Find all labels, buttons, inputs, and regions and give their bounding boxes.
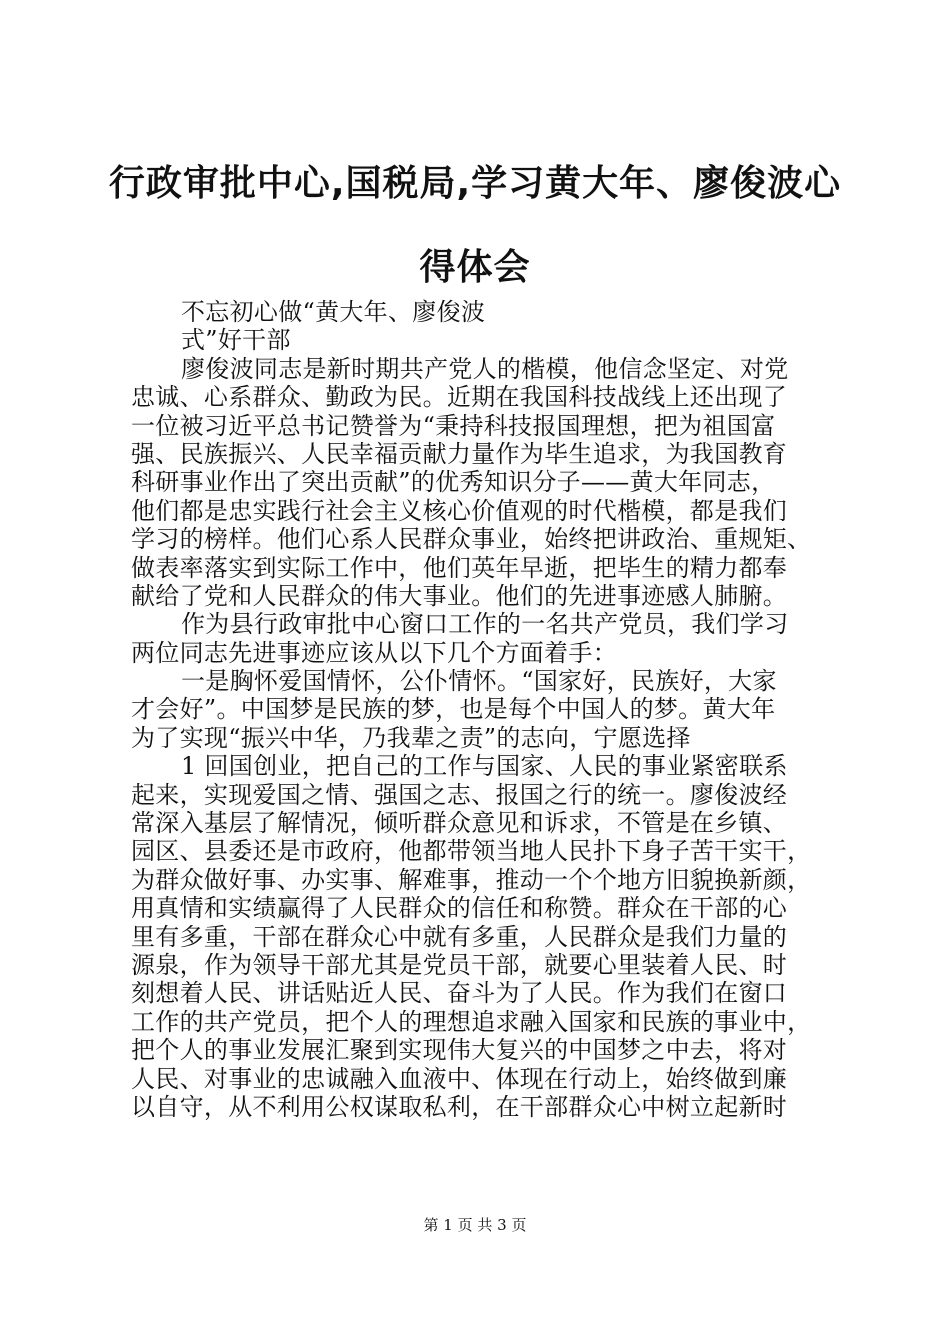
text-line: 常深入基层了解情况，倾听群众意见和诉求，不管是在乡镇、 bbox=[131, 809, 788, 838]
text-line: 1 回国创业，把自己的工作与国家、人民的事业紧密联系 bbox=[181, 752, 788, 781]
text-line: 廖俊波同志是新时期共产党人的楷模，他信念坚定、对党 bbox=[181, 354, 789, 383]
text-line: 园区、县委还是市政府，他都带领当地人民扑下身子苦干实干， bbox=[131, 837, 812, 866]
text-line: 作为县行政审批中心窗口工作的一名共产党员，我们学习 bbox=[181, 610, 789, 639]
text-line: 人民、对事业的忠诚融入血液中、体现在行动上，始终做到廉 bbox=[131, 1064, 788, 1093]
text-line: 起来，实现爱国之情、强国之志、报国之行的统一。廖俊波经 bbox=[131, 780, 788, 809]
text-line: 里有多重，干部在群众心中就有多重，人民群众是我们力量的 bbox=[131, 922, 788, 951]
text-line: 一是胸怀爱国情怀，公仆情怀。“国家好，民族好，大家 bbox=[181, 667, 777, 696]
text-line: 源泉，作为领导干部尤其是党员干部，就要心里装着人民、时 bbox=[131, 950, 788, 979]
text-line: 两位同志先进事迹应该从以下几个方面着手： bbox=[131, 638, 617, 667]
text-line: 才会好”。中国梦是民族的梦，也是每个中国人的梦。黄大年 bbox=[131, 695, 776, 724]
text-line: 把个人的事业发展汇聚到实现伟大复兴的中国梦之中去，将对 bbox=[131, 1036, 788, 1065]
text-line: 献给了党和人民群众的伟大事业。他们的先进事迹感人肺腑。 bbox=[131, 581, 788, 610]
text-line: 一位被习近平总书记赞誉为“秉持科技报国理想，把为祖国富 bbox=[131, 411, 776, 440]
text-line: 忠诚、心系群众、勤政为民。近期在我国科技战线上还出现了 bbox=[131, 383, 788, 412]
document-body bbox=[131, 298, 831, 1121]
text-line: 不忘初心做“黄大年、廖俊波 bbox=[181, 298, 486, 326]
document-title-line-1: 行政审批中心,国税局,学习黄大年、廖俊波心 bbox=[108, 163, 842, 204]
text-line: 学习的榜样。他们心系人民群众事业，始终把讲政治、重规矩、 bbox=[131, 525, 812, 554]
text-line: 以自守，从不利用公权谋取私利，在干部群众心中树立起新时 bbox=[131, 1092, 788, 1121]
text-line: 做表率落实到实际工作中，他们英年早逝，把毕生的精力都奉 bbox=[131, 553, 788, 582]
text-line: 为了实现“振兴中华，乃我辈之责”的志向，宁愿选择 bbox=[131, 723, 691, 752]
text-line: 用真情和实绩赢得了人民群众的信任和称赞。群众在干部的心 bbox=[131, 894, 788, 923]
document-title-line-2: 得体会 bbox=[419, 247, 531, 288]
text-line: 强、民族振兴、人民幸福贡献力量作为毕生追求，为我国教育 bbox=[131, 439, 788, 468]
text-line: 式”好干部 bbox=[181, 326, 291, 355]
text-line: 他们都是忠实践行社会主义核心价值观的时代楷模，都是我们 bbox=[131, 496, 788, 525]
text-line: 工作的共产党员，把个人的理想追求融入国家和民族的事业中， bbox=[131, 1007, 812, 1036]
text-line: 为群众做好事、办实事、解难事，推动一个个地方旧貌换新颜， bbox=[131, 865, 812, 894]
text-line: 刻想着人民、讲话贴近人民、奋斗为了人民。作为我们在窗口 bbox=[131, 979, 788, 1008]
page-footer: 第 1 页 共 3 页 bbox=[423, 1216, 527, 1234]
text-line: 科研事业作出了突出贡献”的优秀知识分子——黄大年同志， bbox=[131, 468, 776, 497]
